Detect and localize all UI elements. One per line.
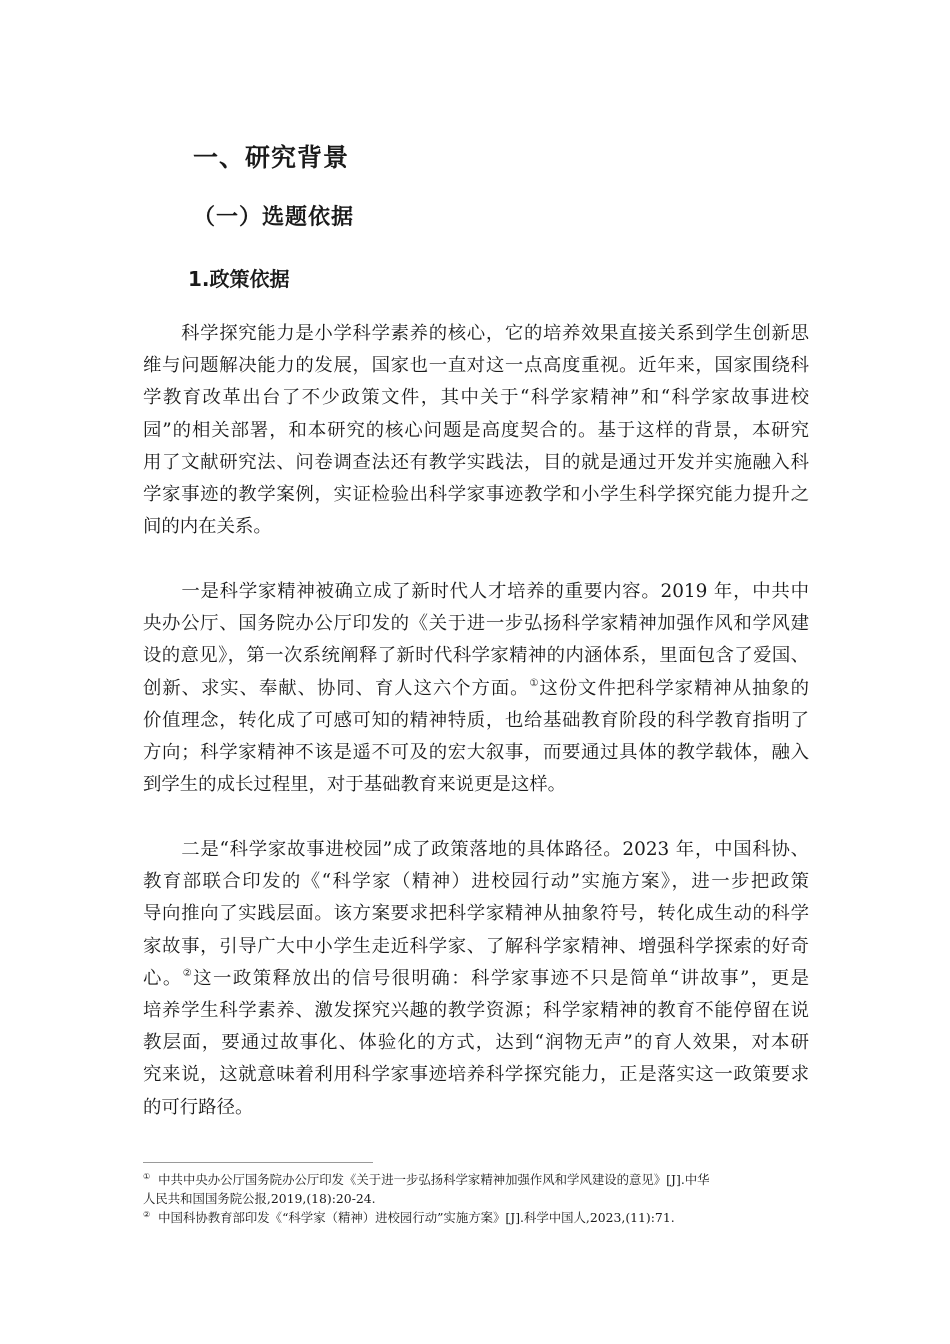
paragraph-line: 园”的相关部署，和本研究的核心问题是高度契合的。基于这样的背景，本研究 xyxy=(143,419,809,441)
line-text: 这份文件把科学家精神从抽象的 xyxy=(539,677,809,699)
paragraph-line: 一是科学家精神被确立成了新时代人才培养的重要内容。2019 年，中共中 xyxy=(143,581,809,602)
paragraph-line: 教层面，要通过故事化、体验化的方式，达到“润物无声”的育人效果，对本研 xyxy=(143,1032,809,1054)
paragraph-line: 用了文献研究法、问卷调查法还有教学实践法，目的就是通过开发并实施融入科 xyxy=(143,451,809,473)
paragraph-line: 央办公厅、国务院办公厅印发的《关于进一步弘扬科学家精神加强作风和学风建 xyxy=(143,613,809,635)
paragraph-line: 二是“科学家故事进校园”成了政策落地的具体路径。2023 年，中国科协、 xyxy=(143,839,809,860)
paragraph-line: 到学生的成长过程里，对于基础教育来说更是这样。 xyxy=(143,774,566,796)
paragraph-line: 的可行路径。 xyxy=(143,1096,254,1118)
paragraph-line xyxy=(143,963,809,995)
subsubsection-heading: 1.政策依据 xyxy=(188,267,290,291)
paragraph-line: 究来说，这就意味着利用科学家事迹培养科学探究能力，正是落实这一政策要求 xyxy=(143,1064,809,1086)
footnotes xyxy=(143,1170,809,1227)
paragraph-line: 维与问题解决能力的发展，国家也一直对这一点高度重视。近年来，国家围绕科 xyxy=(143,355,809,377)
footnote-mark: ② xyxy=(143,1210,151,1219)
paragraph-line xyxy=(143,673,809,705)
footnote-text: 中国科协教育部印发《“科学家（精神）进校园行动”实施方案》[J].科学中国人,2023,(11):71. xyxy=(158,1210,675,1225)
subsection-heading: （一）选题依据 xyxy=(193,205,355,230)
footnote-divider xyxy=(143,1162,373,1163)
paragraph-line: 学家事迹的教学案例，实证检验出科学家事迹教学和小学生科学探究能力提升之 xyxy=(143,483,809,505)
paragraph-scientist-stories xyxy=(143,834,809,1124)
paragraph-line: 导向推向了实践层面。该方案要求把科学家精神从抽象符号，转化成生动的科学 xyxy=(143,903,809,925)
paragraph-line: 学教育改革出台了不少政策文件，其中关于“科学家精神”和“科学家故事进校 xyxy=(143,387,809,409)
footnote-mark: ① xyxy=(143,1172,151,1181)
paragraph-scientist-spirit xyxy=(143,576,809,801)
paragraph-line: 教育部联合印发的《“科学家（精神）进校园行动”实施方案》，进一步把政策 xyxy=(143,871,809,893)
footnote-2 xyxy=(143,1208,809,1227)
paragraph-line: 方向；科学家精神不该是遥不可及的宏大叙事，而要通过具体的教学载体，融入 xyxy=(143,741,809,763)
line-text: 这一政策释放出的信号很明确：科学家事迹不只是简单“讲故事”，更是 xyxy=(193,967,809,989)
footnote-text: 中共中央办公厅国务院办公厅印发《关于进一步弘扬科学家精神加强作风和学风建设的意见》[J].中华 xyxy=(158,1172,710,1187)
paragraph-line: 科学探究能力是小学科学素养的核心，它的培养效果直接关系到学生创新思 xyxy=(143,323,809,344)
paragraph-line: 间的内在关系。 xyxy=(143,516,272,538)
line-text: 心。 xyxy=(143,967,183,989)
footnote-ref-2[interactable]: ② xyxy=(182,967,194,979)
section-heading: 一、研究背景 xyxy=(193,143,350,172)
footnote-ref-1[interactable]: ① xyxy=(529,677,540,689)
paragraph-research-intro xyxy=(143,318,809,543)
paragraph-line: 设的意见》，第一次系统阐释了新时代科学家精神的内涵体系，里面包含了爱国、 xyxy=(143,645,809,667)
line-text: 创新、求实、奉献、协同、育人这六个方面。 xyxy=(143,677,530,699)
footnote-1 xyxy=(143,1170,809,1189)
paragraph-line: 价值理念，转化成了可感可知的精神特质，也给基础教育阶段的科学教育指明了 xyxy=(143,709,809,731)
paragraph-line: 培养学生科学素养、激发探究兴趣的教学资源；科学家精神的教育不能停留在说 xyxy=(143,999,809,1021)
paragraph-line: 家故事，引导广大中小学生走近科学家、了解科学家精神、增强科学探索的好奇 xyxy=(143,935,809,957)
footnote-1-continued: 人民共和国国务院公报,2019,(18):20-24. xyxy=(143,1191,376,1206)
